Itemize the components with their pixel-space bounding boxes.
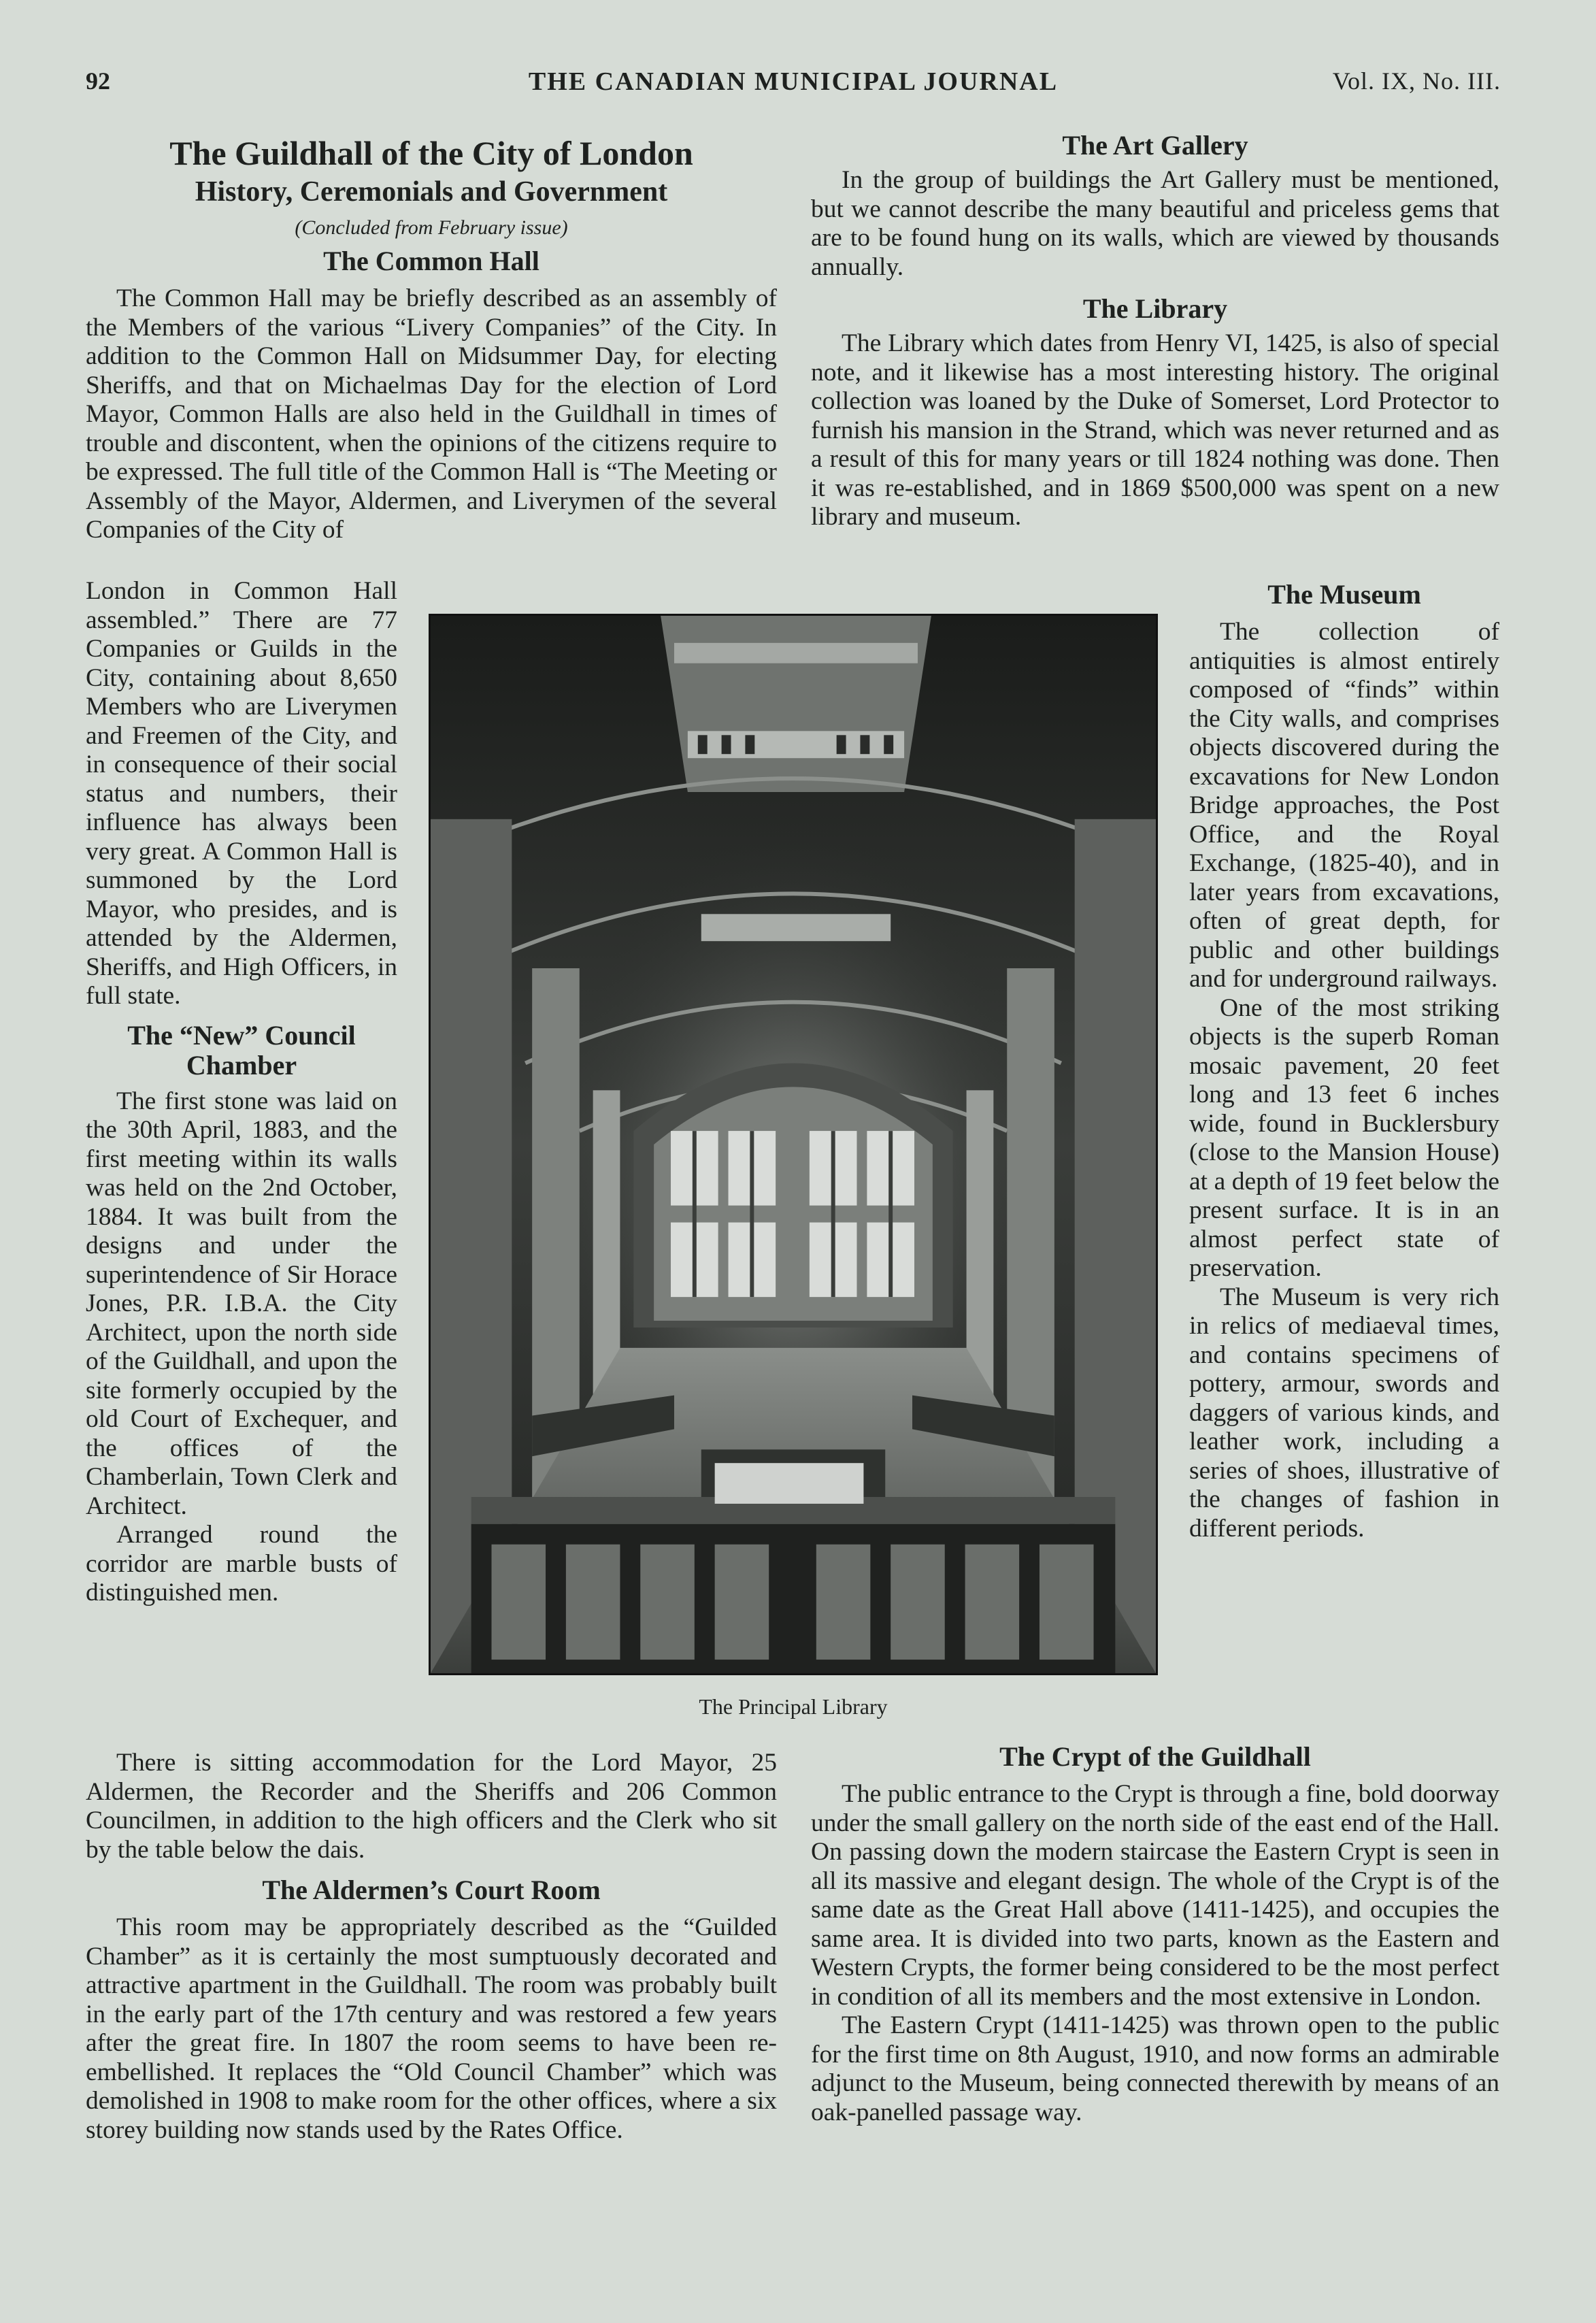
council-chamber-paragraph-1: The first stone was laid on the 30th April, 1883, and the first meeting within its walls was held on the 2nd October, 1884. It was built from the designs and under the superintendence of Sir Horace Jones, P.R. I.B.A. the City Architect, upon the north side of the Guildhall, and upon the site formerly occupied by the old Court of Exchequer, and the offices of the Chamberlain, Town Clerk and Architect.: [86, 1087, 397, 1520]
council-chamber-paragraph-2: Arranged round the corridor are marble busts of distinguished men.: [86, 1521, 397, 1607]
common-hall-paragraph: The Common Hall may be briefly described as an assembly of the Members of the various “Livery Companies” of the City. In addition to the Common Hall on Midsummer Day, for electing Sheriffs, and that on Michaelmas Day for the election of Lord Mayor, Common Halls are also held in the Guildhall in times of trouble and discontent, when the opinions of the citizens require to be expressed. The full title of the Common Hall is “The Meeting or Assembly of the Mayor, Aldermen, and Liverymen of the several Companies of the City of: [86, 284, 777, 544]
library-photograph: [429, 614, 1158, 1675]
continuation-note: (Concluded from February issue): [295, 216, 568, 239]
right-narrow-column: [1189, 580, 1499, 1543]
heading-council-chamber: [86, 1021, 397, 1081]
crypt-paragraph-1: The public entrance to the Crypt is through a fine, bold doorway under the small gallery on the north side of the east end of the Hall. On passing down the modern staircase the Eastern Crypt is seen in all its massive and elegant design. The whole of the Crypt is of the same date as the Great Hall above (1411-1425), and occupies the same area. It is divided into two parts, known as the Eastern and Western Crypts, the former being considered to be the most perfect in condition of all its members and the most extensive in London.: [811, 1780, 1499, 2011]
art-gallery-paragraph: In the group of buildings the Art Gallery must be mentioned, but we cannot describe the many beautiful and priceless gems that are to be found hung on its walls, which are viewed by thousands annually.: [811, 166, 1499, 281]
crypt-paragraph-2: The Eastern Crypt (1411-1425) was thrown open to the public for the first time on 8th August, 1910, and now forms an admirable adjunct to the Museum, being connected therewith by means of an oak-panelled passage way.: [811, 2011, 1499, 2126]
right-lower-column: [811, 1742, 1499, 2127]
heading-council-chamber-line1: The “New” Council: [127, 1019, 356, 1051]
aldermen-paragraph: This room may be appropriately described as the “Guilded Chamber” as it is certainly the most sumptuously decorated and attractive apartment in the Guildhall. The room was probably built in the early part of the 17th century and was restored a few years after the great fire. In 1807 the room seems to have been re-embellished. It replaces the “Old Council Chamber” which was demolished in 1908 to make room for the other offices, where a six storey building now stands used by the Rates Office.: [86, 1913, 777, 2144]
council-chamber-paragraph-3: There is sitting accommodation for the Lord Mayor, 25 Aldermen, the Recorder and the Sheriffs and 206 Common Councilmen, in addition to the high officers and the Clerk who sit by the table below the dais.: [86, 1749, 777, 1864]
left-narrow-column: [86, 577, 397, 1608]
library-paragraph: The Library which dates from Henry VI, 1425, is also of special note, and it likewise has a most interesting history. The original collection was loaned by the Duke of Somerset, Lord Protector to furnish his mansion in the Strand, which was never returned and as a result of this for many years or till 1824 nothing was done. Then it was re-established, and in 1869 $500,000 was spent on a new library and museum.: [811, 329, 1499, 531]
common-hall-continued: London in Common Hall assembled.” There are 77 Companies or Guilds in the City, containing about 8,650 Members who are Liverymen and Freemen of the City, and in consequence of their social status and numbers, their influence has always been very great. A Common Hall is summoned by the Lord Mayor, who presides, and is attended by the Aldermen, Sheriffs, and High Officers, in full state.: [86, 577, 397, 1010]
section-common-hall: [86, 246, 777, 545]
journal-title: THE CANADIAN MUNICIPAL JOURNAL: [528, 67, 1059, 96]
article-title: The Guildhall of the City of London: [169, 134, 693, 172]
article-title-block: [86, 133, 777, 240]
heading-museum: The Museum: [1267, 579, 1421, 610]
museum-paragraph-2: One of the most striking objects is the superb Roman mosaic pavement, 20 feet long and 13 feet 6 inches wide, found in Bucklersbury (close to the Mansion House) at a depth of 19 feet below the present surface. It is in an almost perfect state of preservation.: [1189, 993, 1499, 1282]
volume-issue: Vol. IX, No. III.: [1332, 67, 1501, 95]
heading-library: The Library: [1082, 293, 1228, 324]
museum-paragraph-3: The Museum is very rich in relics of mediaeval times, and contains specimens of pottery, armour, swords and daggers of various kinds, and leather work, including a series of shoes, illustrative of the changes of fashion in different periods.: [1189, 1283, 1499, 1543]
article-subtitle: History, Ceremonials and Government: [195, 176, 668, 208]
heading-common-hall: The Common Hall: [323, 246, 539, 276]
heading-art-gallery: The Art Gallery: [1062, 130, 1248, 161]
museum-paragraph-1: The collection of antiquities is almost entirely composed of “finds” within the City walls, and comprises objects discovered during the excavations for New London Bridge approaches, the Post Office, and the Royal Exchange, (1825-40), and in later years from excavations, often of great depth, for public and other buildings and for underground railways.: [1189, 618, 1499, 993]
heading-aldermen-court-room: The Aldermen’s Court Room: [262, 1875, 601, 1905]
photo-caption: The Principal Library: [699, 1694, 888, 1719]
heading-crypt: The Crypt of the Guildhall: [999, 1741, 1311, 1772]
page-number: 92: [86, 67, 110, 95]
heading-council-chamber-line2: Chamber: [186, 1049, 297, 1081]
right-upper-column: [811, 131, 1499, 532]
library-photo-illustration: [431, 616, 1156, 1673]
running-header: [86, 67, 1501, 108]
left-lower-column: [86, 1749, 777, 2145]
